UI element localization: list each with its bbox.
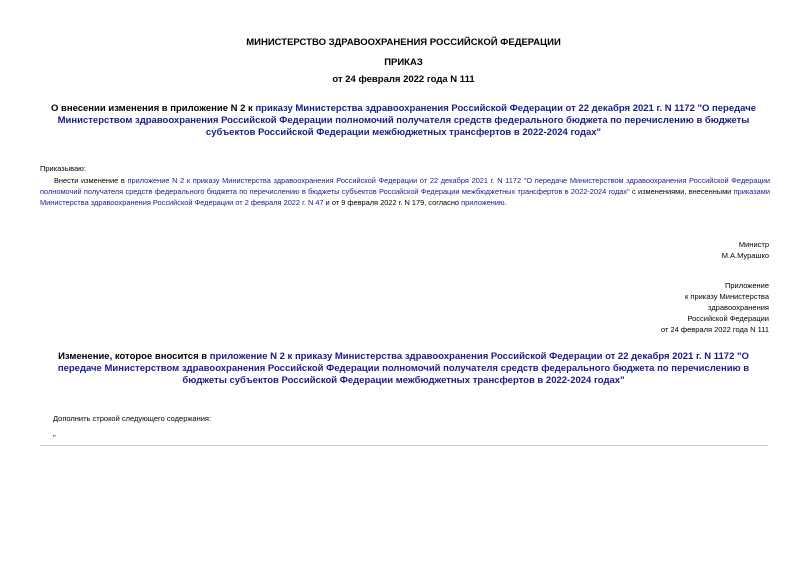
appendix-title-prefix: Изменение, которое вносится в xyxy=(58,351,210,362)
appendix-line-3: здравоохранения xyxy=(708,303,769,312)
body-link-amending-orders[interactable]: приказами Министерства здравоохранения Российской Федерации от 2 февраля 2022 г. N 47 xyxy=(40,187,770,207)
appendix-title xyxy=(40,351,767,387)
appendix-line-2: к приказу Министерства xyxy=(685,292,769,301)
supplement-text: Дополнить строкой следующего содержания: xyxy=(53,414,212,423)
signature-block xyxy=(722,239,769,261)
appendix-line-1: Приложение xyxy=(725,281,769,290)
section-divider xyxy=(40,445,768,446)
body-text-3: и от 9 февраля 2022 г. N 179, согласно xyxy=(323,198,462,207)
document-date-number: от 24 февраля 2022 года N 111 xyxy=(332,74,475,85)
body-paragraph xyxy=(40,175,770,208)
body-label: Приказываю: xyxy=(40,164,86,173)
appendix-line-5: от 24 февраля 2022 года N 111 xyxy=(660,325,769,334)
signature-name: М.А.Мурашко xyxy=(721,251,769,260)
signature-position: Министр xyxy=(738,240,769,249)
title-prefix: О внесении изменения в приложение N 2 к xyxy=(50,103,256,114)
document-title xyxy=(40,103,767,139)
appendix-title-link[interactable]: приложение N 2 к приказу Министерства здравоохранения Российской Федерации от 22 декабря 2021 г. N 1172 "О передаче Министерством здравоохранения Российской Федерации полномочий получателя средств федерального бюджета по перечислению в бюджеты субъектов Российской Федерации межбюджетных трансфертов в 2022-2024 годах" xyxy=(57,351,750,386)
body-text-2: с изменениями, внесенными xyxy=(629,187,734,196)
title-order-link[interactable]: приказу Министерства здравоохранения Российской Федерации от 22 декабря 2021 г. N 1172 "О передаче Министерством здравоохранения Российской Федерации полномочий получателя средств федерального бюджета по перечислению в бюджеты субъектов Российской Федерации межбюджетных трансфертов в 2022-2024 годах" xyxy=(57,103,757,138)
appendix-block xyxy=(661,280,769,335)
supplement-quote: " xyxy=(53,433,56,442)
document-type: ПРИКАЗ xyxy=(384,57,423,68)
body-link-appendix-order[interactable]: приложение N 2 к приказу Министерства здравоохранения Российской Федерации от 22 декабря 2021 г. N 1172 "О передаче Министерством здравоохранения Российской Федерации полномочий получателя средств федерального бюджета по перечислению в бюджеты субъектов Российской Федерации межбюджетных трансфертов в 2022-2024 годах" xyxy=(40,176,770,196)
ministry-heading: МИНИСТЕРСТВО ЗДРАВООХРАНЕНИЯ РОССИЙСКОЙ ФЕДЕРАЦИИ xyxy=(246,37,561,48)
appendix-line-4: Российской Федерации xyxy=(687,314,769,323)
body-text-1: Внести изменение в xyxy=(54,176,128,185)
body-text-4: . xyxy=(504,198,507,207)
body-link-appendix[interactable]: приложению xyxy=(461,198,505,207)
